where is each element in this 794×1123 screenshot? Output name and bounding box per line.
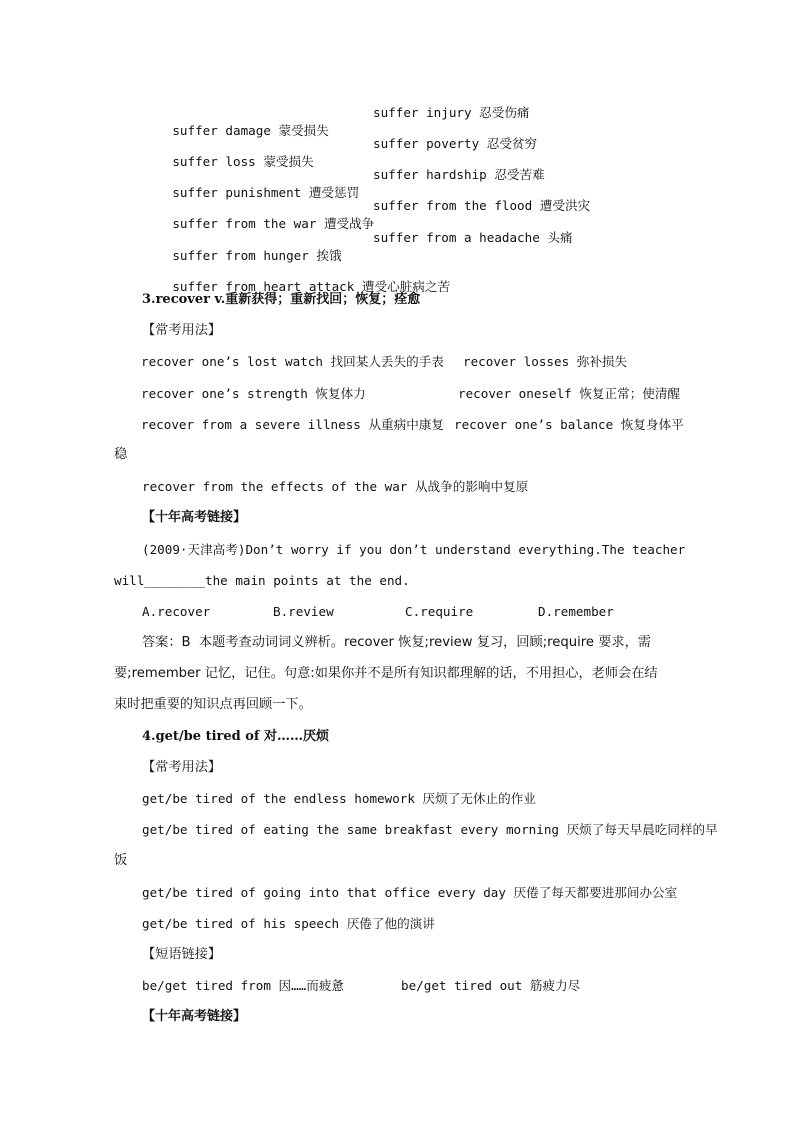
- tired-line: get/be tired of going into that office every day 厌倦了每天都要进那间办公室: [142, 885, 678, 900]
- option-a: A.recover: [142, 604, 211, 619]
- suffer-left: suffer damage 蒙受损失: [172, 123, 329, 138]
- suffer-left: suffer punishment 遭受惩罚: [172, 185, 360, 200]
- recover-left: recover one’s strength 恢复体力: [141, 386, 366, 401]
- recover-left: recover from a severe illness 从重病中康复: [141, 417, 445, 432]
- recover-right: recover one’s balance 恢复身体平: [454, 417, 684, 432]
- tired-wrap: 饭: [114, 853, 128, 868]
- usage-label: 【常考用法】: [142, 760, 222, 775]
- suffer-right: suffer injury 忍受伤痛: [373, 105, 530, 120]
- phrase-left: be/get tired from 因……而疲惫: [142, 978, 345, 993]
- link-label: 【十年高考链接】: [142, 1009, 247, 1024]
- answer-line: 束时把重要的知识点再回顾一下。: [114, 697, 312, 712]
- recover-heading: 3.recover v.重新获得；重新找回；恢复；痊愈: [142, 292, 421, 307]
- suffer-left: suffer loss 蒙受损失: [172, 154, 314, 169]
- phrase-label: 【短语链接】: [142, 947, 222, 962]
- suffer-left: suffer from heart attack 遭受心脏病之苦: [172, 279, 451, 294]
- option-b: B.review: [273, 604, 334, 619]
- tired-line: get/be tired of the endless homework 厌烦了无休止的作业: [142, 791, 536, 806]
- suffer-right: suffer hardship 忍受苦难: [373, 167, 545, 182]
- tired-line: get/be tired of eating the same breakfast every morning 厌烦了每天早晨吃同样的早: [142, 822, 718, 837]
- recover-right: recover losses 弥补损失: [463, 354, 628, 369]
- recover-left: recover one’s lost watch 找回某人丢失的手表: [141, 354, 444, 369]
- phrase-right: be/get tired out 筋疲力尽: [401, 978, 581, 993]
- recover-wrap: 稳: [114, 447, 128, 462]
- suffer-right: suffer from the flood 遭受洪灾: [373, 198, 591, 213]
- option-d: D.remember: [538, 604, 614, 619]
- suffer-left: suffer from hunger 挨饿: [172, 248, 342, 263]
- option-c: C.require: [405, 604, 474, 619]
- question-line: (2009·天津高考)Don’t worry if you don’t understand everything.The teacher: [142, 542, 686, 557]
- usage-label: 【常考用法】: [142, 323, 222, 338]
- answer-line: 要;remember 记忆，记住。句意:如果你并不是所有知识都理解的话，不用担心，老师会在结: [114, 666, 658, 681]
- suffer-left: suffer from the war 遭受战争: [172, 216, 375, 231]
- tired-heading: 4.get/be tired of 对……厌烦: [142, 729, 330, 744]
- recover-last: recover from the effects of the war 从战争的影响中复原: [142, 479, 529, 494]
- suffer-right: suffer from a headache 头痛: [373, 230, 573, 245]
- recover-right: recover oneself 恢复正常；使清醒: [458, 386, 681, 401]
- answer-line: 答案：B 本题考查动词词义辨析。recover 恢复;review 复习，回顾;require 要求，需: [142, 635, 651, 650]
- link-label: 【十年高考链接】: [142, 510, 247, 525]
- question-line: will________the main points at the end.: [114, 573, 410, 588]
- suffer-right: suffer poverty 忍受贫穷: [373, 136, 538, 151]
- tired-line: get/be tired of his speech 厌倦了他的演讲: [142, 916, 435, 931]
